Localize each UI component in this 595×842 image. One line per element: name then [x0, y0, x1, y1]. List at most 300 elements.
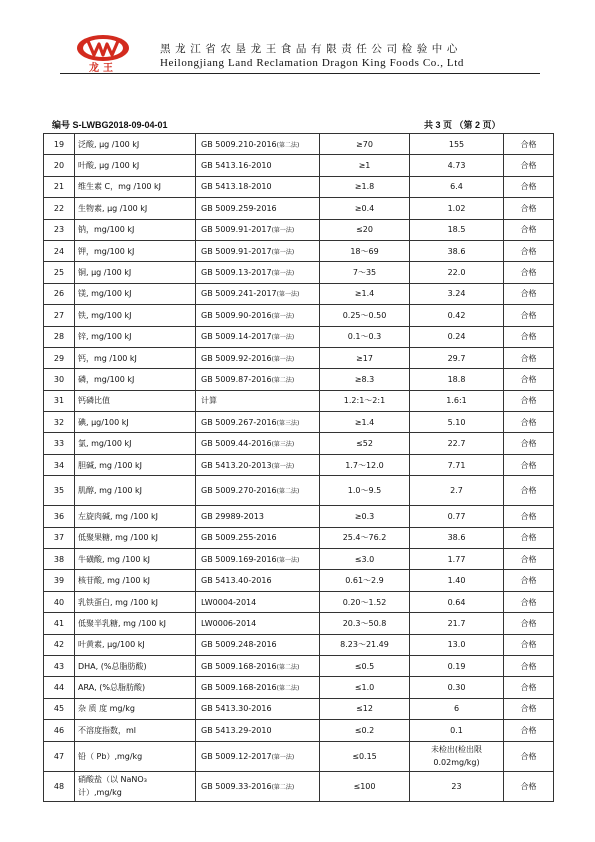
row-number-text: 25: [53, 268, 65, 278]
test-method-note: (第一法): [271, 355, 295, 363]
page-info: 共 3 页 （第 2 页）: [424, 120, 501, 130]
test-method: [196, 591, 320, 612]
test-method-text: GB 5009.33-2016: [201, 781, 272, 791]
header-rule: [60, 73, 540, 74]
row-number: [44, 305, 75, 326]
verdict: [504, 176, 554, 197]
test-result: [410, 771, 504, 801]
test-item: [75, 305, 196, 326]
standard-value-text: 1.7～12.0: [345, 460, 384, 470]
verdict: [504, 771, 554, 801]
row-number-text: 48: [53, 781, 65, 791]
document-number: 编号 S-LWBG2018-09-04-01: [52, 120, 168, 130]
test-item-line1: 硝酸盐（以 NaNO₃: [78, 775, 147, 785]
verdict: [504, 476, 554, 506]
test-method-text: GB 5009.210-2016: [201, 139, 277, 149]
verdict: [504, 433, 554, 454]
test-method-note: (第二法): [276, 685, 300, 693]
test-result-text: 6: [453, 704, 460, 714]
test-item-text: 杂 质 度 mg/kg: [78, 704, 135, 714]
logo-text: 龙王: [89, 63, 117, 73]
standard-value-text: 0.20～1.52: [342, 597, 387, 607]
verdict: [504, 591, 554, 612]
standard-value: [320, 506, 410, 527]
verdict-text: 合格: [520, 576, 537, 586]
test-item-text: 钙磷比值: [78, 396, 110, 406]
row-number-text: 45: [53, 704, 65, 714]
test-method-text: GB 29989-2013: [201, 511, 264, 521]
test-item: [75, 155, 196, 176]
test-result-text: 155: [448, 139, 465, 149]
verdict-text: 合格: [520, 396, 537, 406]
test-method: [196, 720, 320, 741]
row-number-text: 41: [53, 618, 65, 628]
standard-value: [320, 720, 410, 741]
test-item-text: 氯, mg/100 kJ: [78, 439, 132, 449]
table-row: [44, 655, 554, 676]
test-item-text: 钠，mg/100 kJ: [78, 225, 135, 235]
test-result: [410, 506, 504, 527]
row-number-text: 31: [53, 396, 65, 406]
row-number: [44, 506, 75, 527]
results-table-body: [44, 134, 554, 802]
table-row: [44, 527, 554, 548]
row-number: [44, 655, 75, 676]
standard-value: [320, 591, 410, 612]
test-result-text: 29.7: [447, 353, 466, 363]
table-row: [44, 262, 554, 283]
test-method: [196, 527, 320, 548]
test-method: [196, 677, 320, 698]
table-row: [44, 433, 554, 454]
row-number: [44, 433, 75, 454]
test-item: [75, 613, 196, 634]
verdict-text: 合格: [520, 781, 537, 791]
test-method-text: GB 5413.40-2016: [201, 576, 272, 586]
table-row: [44, 613, 554, 634]
row-number: [44, 155, 75, 176]
verdict-text: 合格: [520, 704, 537, 714]
standard-value-text: ≥8.3: [354, 374, 375, 384]
test-result: [410, 198, 504, 219]
table-row: [44, 506, 554, 527]
verdict: [504, 412, 554, 433]
verdict: [504, 347, 554, 368]
test-result-text: 0.77: [447, 511, 466, 521]
standard-value: [320, 155, 410, 176]
test-result-text: 6.4: [450, 182, 463, 192]
verdict-text: 合格: [520, 225, 537, 235]
test-method-note: (第一法): [276, 556, 300, 564]
row-number: [44, 347, 75, 368]
test-item-text: 乳铁蛋白, mg /100 kJ: [78, 597, 158, 607]
table-row: [44, 591, 554, 612]
company-name-en: Heilongjiang Land Reclamation Dragon King Foods Co., Ltd: [160, 57, 464, 69]
row-number-text: 42: [53, 640, 65, 650]
standard-value: [320, 134, 410, 155]
test-item-text: 钙，mg /100 kJ: [78, 353, 137, 363]
test-item: [75, 390, 196, 411]
test-item: [75, 347, 196, 368]
test-method-text: GB 5009.87-2016: [201, 374, 272, 384]
row-number: [44, 198, 75, 219]
row-number-text: 26: [53, 289, 65, 299]
table-row: [44, 347, 554, 368]
verdict-text: 合格: [520, 511, 537, 521]
test-result: [410, 326, 504, 347]
standard-value: [320, 219, 410, 240]
row-number: [44, 390, 75, 411]
test-result: [410, 698, 504, 719]
test-item-text: 铁, mg/100 kJ: [78, 310, 132, 320]
standard-value-text: ≤3.0: [354, 554, 375, 564]
verdict-text: 合格: [520, 725, 537, 735]
test-result-text: 7.71: [447, 460, 466, 470]
test-method-note: (第一法): [271, 334, 295, 342]
test-method-text: GB 5009.270-2016: [201, 486, 277, 496]
table-row: [44, 326, 554, 347]
test-method-text: GB 5009.259-2016: [201, 203, 277, 213]
standard-value: [320, 283, 410, 304]
test-method-note: (第三法): [271, 441, 295, 449]
test-result: [410, 176, 504, 197]
standard-value: [320, 741, 410, 771]
standard-value: [320, 549, 410, 570]
row-number-text: 35: [53, 486, 65, 496]
test-method-note: (第一法): [271, 753, 295, 761]
row-number-text: 38: [53, 554, 65, 564]
standard-value-text: ≤12: [356, 704, 373, 714]
test-result-text: 3.24: [447, 289, 466, 299]
row-number-text: 32: [53, 417, 65, 427]
standard-value-text: ≥17: [356, 353, 373, 363]
test-method-text: GB 5413.18-2010: [201, 182, 272, 192]
test-result-text: 22.0: [447, 268, 466, 278]
table-row: [44, 720, 554, 741]
row-number: [44, 176, 75, 197]
test-result: [410, 613, 504, 634]
verdict-text: 合格: [520, 460, 537, 470]
table-row: [44, 677, 554, 698]
test-method-note: (第三法): [276, 419, 300, 427]
test-method-text: GB 5009.168-2016: [201, 661, 277, 671]
row-number-text: 37: [53, 533, 65, 543]
standard-value-text: 1.0～9.5: [347, 486, 382, 496]
test-method-note: (第一法): [271, 312, 295, 320]
test-item-text: DHA, (%总脂肪酸): [78, 661, 147, 671]
test-item: [75, 219, 196, 240]
row-number-text: 27: [53, 310, 65, 320]
table-row: [44, 549, 554, 570]
test-item: [75, 283, 196, 304]
test-item-text: 锌, mg/100 kJ: [78, 332, 132, 342]
test-result-text: 0.42: [447, 310, 466, 320]
row-number-text: 19: [53, 139, 65, 149]
test-method: [196, 634, 320, 655]
test-method: [196, 412, 320, 433]
test-method-text: GB 5413.20-2013: [201, 460, 272, 470]
standard-value-text: ≥1.8: [354, 182, 375, 192]
standard-value-text: 0.25～0.50: [342, 310, 387, 320]
table-row: [44, 634, 554, 655]
table-row: [44, 390, 554, 411]
verdict: [504, 720, 554, 741]
test-result: [410, 283, 504, 304]
table-row: [44, 570, 554, 591]
verdict-text: 合格: [520, 203, 537, 213]
test-result: [410, 134, 504, 155]
table-row: [44, 198, 554, 219]
test-item: [75, 198, 196, 219]
test-result: [410, 677, 504, 698]
test-result-text: 2.7: [450, 486, 463, 496]
test-item-text: 铜, μg /100 kJ: [78, 268, 132, 278]
row-number: [44, 476, 75, 506]
test-method: [196, 433, 320, 454]
row-number: [44, 720, 75, 741]
standard-value: [320, 262, 410, 283]
row-number-text: 23: [53, 225, 65, 235]
test-item: [75, 262, 196, 283]
standard-value: [320, 476, 410, 506]
test-result: [410, 412, 504, 433]
test-item: [75, 506, 196, 527]
test-result-text: 21.7: [447, 618, 466, 628]
test-result-text: 0.24: [447, 332, 466, 342]
test-item: [75, 240, 196, 261]
verdict: [504, 506, 554, 527]
test-method-note: (第一法): [271, 270, 295, 278]
row-number: [44, 219, 75, 240]
test-method: [196, 390, 320, 411]
test-method: [196, 549, 320, 570]
standard-value-text: 0.1～0.3: [347, 332, 382, 342]
test-item: [75, 134, 196, 155]
verdict: [504, 198, 554, 219]
standard-value: [320, 655, 410, 676]
test-item: [75, 677, 196, 698]
test-method: [196, 347, 320, 368]
test-result: [410, 390, 504, 411]
test-item-text: 叶黄素, μg/100 kJ: [78, 640, 145, 650]
verdict-text: 合格: [520, 332, 537, 342]
row-number-text: 44: [53, 683, 65, 693]
test-result-line2: 0.02mg/kg): [433, 758, 480, 768]
row-number: [44, 741, 75, 771]
test-method-text: GB 5009.91-2017: [201, 225, 272, 235]
test-method-text: GB 5009.255-2016: [201, 533, 277, 543]
test-method-note: (第二法): [271, 783, 295, 791]
test-result-text: 0.19: [447, 661, 466, 671]
test-item-text: 不溶度指数，ml: [78, 725, 137, 735]
standard-value-text: 0.61～2.9: [345, 576, 384, 586]
standard-value: [320, 369, 410, 390]
test-result-text: 1.02: [447, 203, 466, 213]
standard-value-text: ≤0.5: [354, 661, 375, 671]
row-number-text: 29: [53, 353, 65, 363]
standard-value: [320, 390, 410, 411]
table-row: [44, 369, 554, 390]
test-method-text: GB 5413.16-2010: [201, 161, 272, 171]
verdict: [504, 549, 554, 570]
test-item-text: 核苷酸, mg /100 kJ: [78, 576, 150, 586]
test-method: [196, 655, 320, 676]
test-item: [75, 549, 196, 570]
test-method: [196, 176, 320, 197]
test-method-text: GB 5413.30-2016: [201, 704, 272, 714]
test-item: [75, 720, 196, 741]
verdict-text: 合格: [520, 417, 537, 427]
table-row: [44, 134, 554, 155]
table-row: [44, 155, 554, 176]
company-name-cn: 黑龙江省农垦龙王食品有限责任公司检验中心: [160, 43, 462, 55]
test-method: [196, 476, 320, 506]
table-row: [44, 741, 554, 771]
test-result: [410, 720, 504, 741]
row-number: [44, 591, 75, 612]
row-number-text: 47: [53, 751, 65, 761]
row-number: [44, 412, 75, 433]
test-item: [75, 741, 196, 771]
verdict-text: 合格: [520, 640, 537, 650]
verdict: [504, 155, 554, 176]
row-number: [44, 771, 75, 801]
test-result: [410, 369, 504, 390]
test-method-text: GB 5009.12-2017: [201, 751, 272, 761]
standard-value: [320, 527, 410, 548]
test-method: [196, 305, 320, 326]
test-item-text: 胆碱, mg /100 kJ: [78, 460, 142, 470]
verdict: [504, 240, 554, 261]
table-row: [44, 771, 554, 801]
test-item: [75, 634, 196, 655]
standard-value-text: ≥1.4: [354, 289, 375, 299]
standard-value: [320, 412, 410, 433]
verdict-text: 合格: [520, 310, 537, 320]
test-method-text: GB 5009.91-2017: [201, 246, 272, 256]
verdict-text: 合格: [520, 182, 537, 192]
test-result-text: 0.1: [450, 725, 463, 735]
row-number: [44, 454, 75, 475]
standard-value: [320, 771, 410, 801]
test-method-note: (第一法): [271, 227, 295, 235]
standard-value-text: ≥0.3: [354, 511, 375, 521]
test-method-text: GB 5413.29-2010: [201, 725, 272, 735]
row-number: [44, 698, 75, 719]
test-result-text: 13.0: [447, 640, 466, 650]
verdict: [504, 527, 554, 548]
test-method: [196, 369, 320, 390]
verdict-text: 合格: [520, 439, 537, 449]
test-item-text: 碘, μg/100 kJ: [78, 417, 129, 427]
test-result: [410, 219, 504, 240]
verdict: [504, 369, 554, 390]
standard-value-text: ≤1.0: [354, 683, 375, 693]
standard-value: [320, 240, 410, 261]
test-method-text: GB 5009.13-2017: [201, 268, 272, 278]
standard-value: [320, 176, 410, 197]
table-row: [44, 240, 554, 261]
row-number-text: 36: [53, 511, 65, 521]
test-item: [75, 326, 196, 347]
test-result: [410, 454, 504, 475]
verdict: [504, 134, 554, 155]
test-result: [410, 240, 504, 261]
row-number: [44, 134, 75, 155]
test-method-text: LW0004-2014: [201, 597, 257, 607]
test-item-line2: 计）,mg/kg: [78, 788, 122, 798]
standard-value-text: 20.3～50.8: [342, 618, 387, 628]
row-number-text: 34: [53, 460, 65, 470]
test-method-note: (第一法): [271, 248, 295, 256]
verdict-text: 合格: [520, 751, 537, 761]
row-number-text: 30: [53, 374, 65, 384]
test-item-text: 叶酸, μg /100 kJ: [78, 161, 140, 171]
row-number-text: 43: [53, 661, 65, 671]
table-row: [44, 698, 554, 719]
test-item: [75, 655, 196, 676]
verdict-text: 合格: [520, 554, 537, 564]
verdict: [504, 326, 554, 347]
row-number: [44, 677, 75, 698]
standard-value: [320, 433, 410, 454]
test-result: [410, 347, 504, 368]
test-result: [410, 655, 504, 676]
test-method-note: (第一法): [271, 462, 295, 470]
verdict: [504, 741, 554, 771]
verdict: [504, 677, 554, 698]
verdict: [504, 219, 554, 240]
row-number-text: 28: [53, 332, 65, 342]
standard-value-text: 1.2:1～2:1: [343, 396, 386, 406]
test-method-text: GB 5009.14-2017: [201, 332, 272, 342]
test-item: [75, 591, 196, 612]
standard-value: [320, 570, 410, 591]
test-item-text: 左旋肉碱, mg /100 kJ: [78, 511, 158, 521]
verdict: [504, 698, 554, 719]
verdict-text: 合格: [520, 618, 537, 628]
company-logo: [64, 33, 142, 73]
test-item-text: 生物素, μg /100 kJ: [78, 203, 148, 213]
standard-value: [320, 347, 410, 368]
test-item: [75, 369, 196, 390]
test-result-line1: 未检出(检出限: [430, 745, 483, 755]
standard-value: [320, 326, 410, 347]
table-row: [44, 454, 554, 475]
test-result: [410, 155, 504, 176]
standard-value-text: ≤0.2: [354, 725, 375, 735]
test-item: [75, 771, 196, 801]
row-number: [44, 570, 75, 591]
row-number-text: 20: [53, 161, 65, 171]
verdict-text: 合格: [520, 246, 537, 256]
table-row: [44, 305, 554, 326]
test-result-text: 1.40: [447, 576, 466, 586]
standard-value: [320, 613, 410, 634]
test-result-text: 18.8: [447, 374, 466, 384]
test-method-text: GB 5009.44-2016: [201, 439, 272, 449]
verdict-text: 合格: [520, 533, 537, 543]
test-method-note: (第二法): [276, 663, 300, 671]
row-number-text: 24: [53, 246, 65, 256]
verdict-text: 合格: [520, 661, 537, 671]
test-result-text: 5.10: [447, 417, 466, 427]
test-item-text: 低聚半乳糖, mg /100 kJ: [78, 618, 166, 628]
verdict: [504, 570, 554, 591]
test-result-text: 18.5: [447, 225, 466, 235]
test-item: [75, 176, 196, 197]
test-method-text: GB 5009.241-2017: [201, 289, 277, 299]
